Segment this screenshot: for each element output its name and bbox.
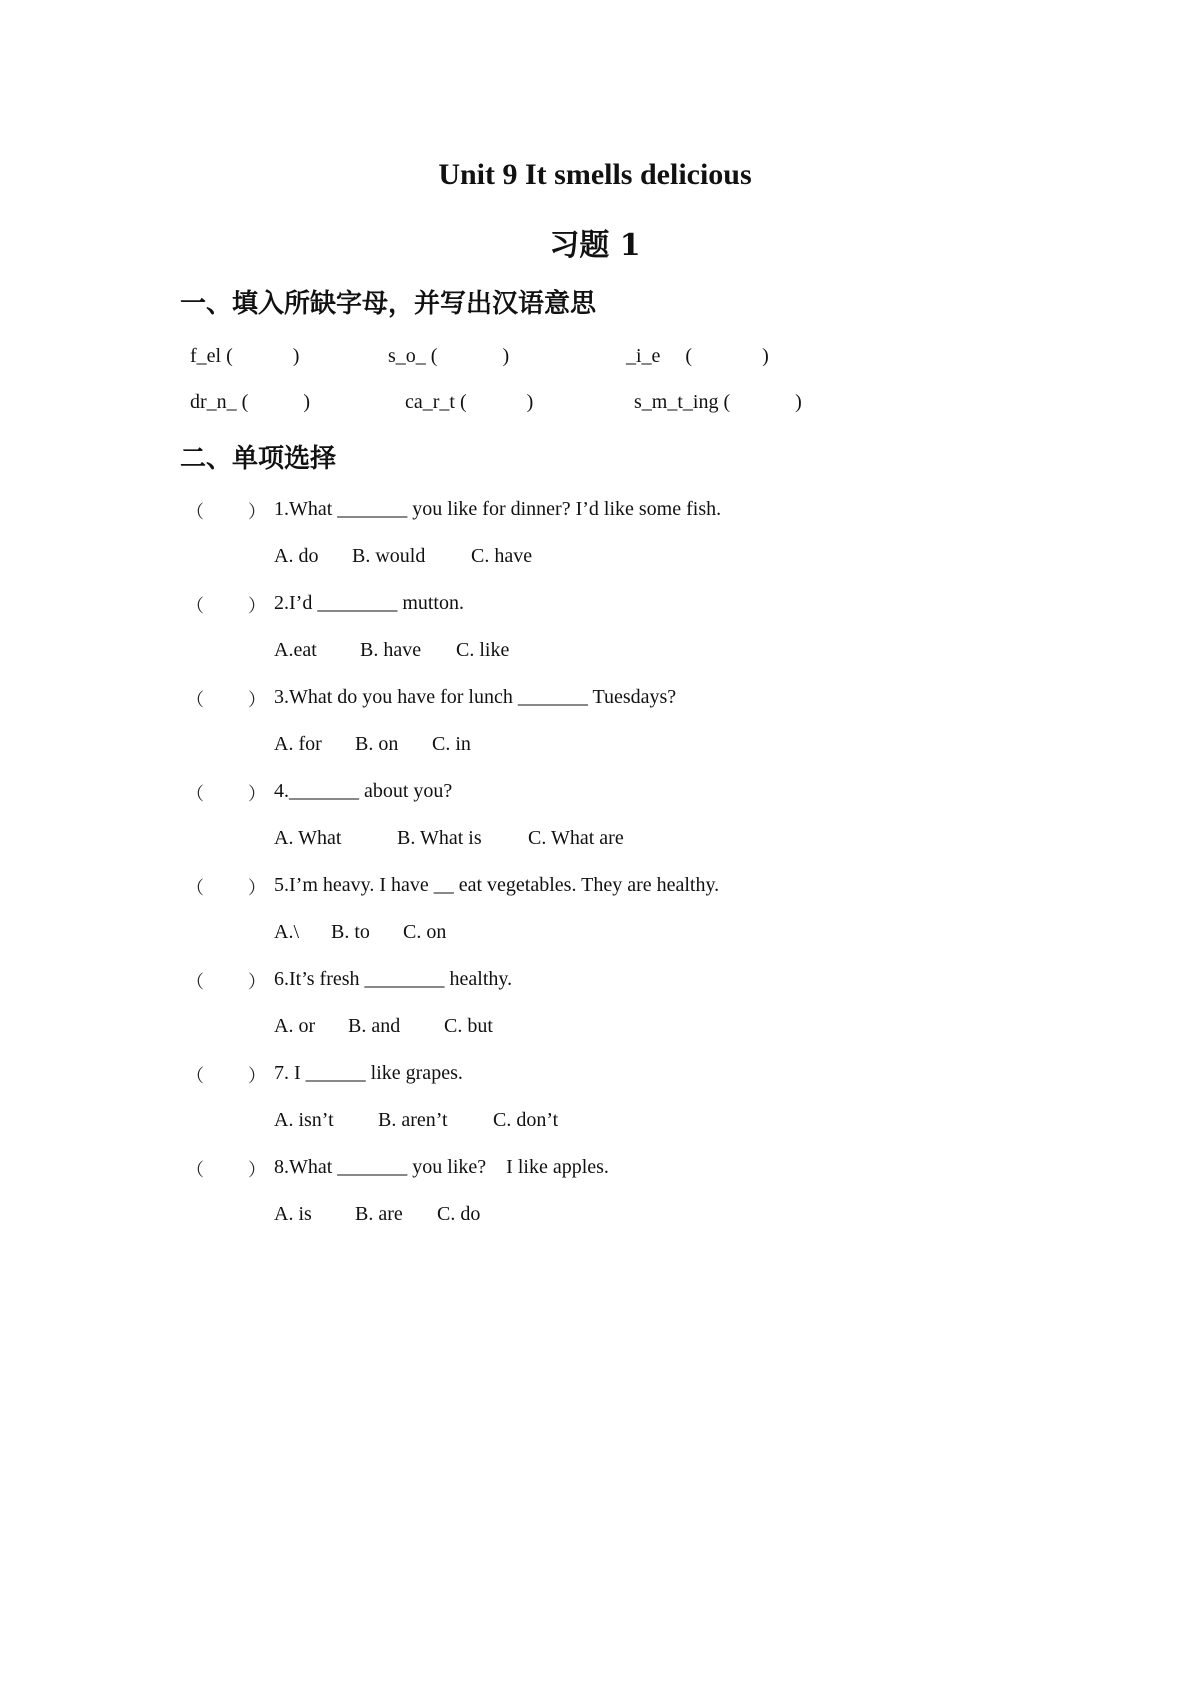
option-b: B. What is: [397, 827, 482, 849]
option-a: A. or: [274, 1015, 316, 1037]
question-text: 3.What do you have for lunch _______ Tuesdays?: [274, 686, 677, 708]
answer-paren-open: （: [186, 690, 204, 711]
question-text: 7. I ______ like grapes.: [274, 1062, 463, 1084]
question-line: [0, 592, 1190, 620]
question-text: 8.What _______ you like? I like apples.: [274, 1156, 609, 1178]
answer-paren-close: ）: [248, 690, 266, 711]
option-c: C. but: [444, 1015, 493, 1037]
option-b: B. would: [352, 545, 426, 567]
option-b: B. and: [348, 1015, 401, 1037]
options-line: [0, 1109, 1190, 1137]
answer-paren-close: ）: [248, 784, 266, 805]
option-c: C. on: [403, 921, 447, 943]
question-line: [0, 1062, 1190, 1090]
option-c: C. don’t: [493, 1109, 559, 1131]
options-line: [0, 1203, 1190, 1231]
options-line: [0, 921, 1190, 949]
option-b: B. on: [355, 733, 399, 755]
question-line: [0, 1156, 1190, 1184]
question-text: 5.I’m heavy. I have __ eat vegetables. They are healthy.: [274, 874, 720, 896]
question-text: 6.It’s fresh ________ healthy.: [274, 968, 513, 990]
question-line: [0, 686, 1190, 714]
question-text: 2.I’d ________ mutton.: [274, 592, 464, 614]
options-line: [0, 545, 1190, 573]
option-a: A.eat: [274, 639, 317, 661]
fill-item: dr_n_ ( ): [190, 391, 310, 413]
question-line: [0, 968, 1190, 996]
option-a: A. is: [274, 1203, 312, 1225]
fill-item: s_m_t_ing ( ): [634, 391, 802, 413]
options-line: [0, 827, 1190, 855]
answer-paren-close: ）: [248, 1160, 266, 1181]
option-b: B. are: [355, 1203, 403, 1225]
fill-item: _i_e ( ): [626, 345, 769, 367]
option-a: A. for: [274, 733, 322, 755]
question-line: [0, 780, 1190, 808]
answer-paren-open: （: [186, 596, 204, 617]
answer-paren-open: （: [186, 1160, 204, 1181]
option-c: C. do: [437, 1203, 481, 1225]
answer-paren-open: （: [186, 972, 204, 993]
page-title: Unit 9 It smells delicious: [438, 158, 752, 191]
section-heading-fill-letters: 一、填入所缺字母，并写出汉语意思: [180, 289, 597, 319]
option-a: A. do: [274, 545, 319, 567]
option-c: C. in: [432, 733, 471, 755]
option-c: C. What are: [528, 827, 624, 849]
options-line: [0, 1015, 1190, 1043]
option-c: C. like: [456, 639, 510, 661]
page-subtitle: 习题 1: [549, 228, 641, 263]
fill-item: f_el ( ): [190, 345, 300, 367]
option-a: A.\: [274, 921, 299, 943]
question-text: 4._______ about you?: [274, 780, 453, 802]
answer-paren-close: ）: [248, 1066, 266, 1087]
question-line: [0, 498, 1190, 526]
answer-paren-close: ）: [248, 878, 266, 899]
fill-item: ca_r_t ( ): [405, 391, 534, 413]
answer-paren-close: ）: [248, 972, 266, 993]
answer-paren-open: （: [186, 878, 204, 899]
options-line: [0, 639, 1190, 667]
option-a: A. isn’t: [274, 1109, 334, 1131]
answer-paren-open: （: [186, 502, 204, 523]
option-b: B. have: [360, 639, 422, 661]
option-b: B. to: [331, 921, 370, 943]
option-a: A. What: [274, 827, 342, 849]
answer-paren-open: （: [186, 784, 204, 805]
question-text: 1.What _______ you like for dinner? I’d like some fish.: [274, 498, 722, 520]
options-line: [0, 733, 1190, 761]
question-line: [0, 874, 1190, 902]
answer-paren-close: ）: [248, 596, 266, 617]
option-c: C. have: [471, 545, 533, 567]
answer-paren-open: （: [186, 1066, 204, 1087]
option-b: B. aren’t: [378, 1109, 448, 1131]
section-heading-multiple-choice: 二、单项选择: [180, 444, 337, 474]
fill-item: s_o_ ( ): [388, 345, 510, 367]
answer-paren-close: ）: [248, 502, 266, 523]
